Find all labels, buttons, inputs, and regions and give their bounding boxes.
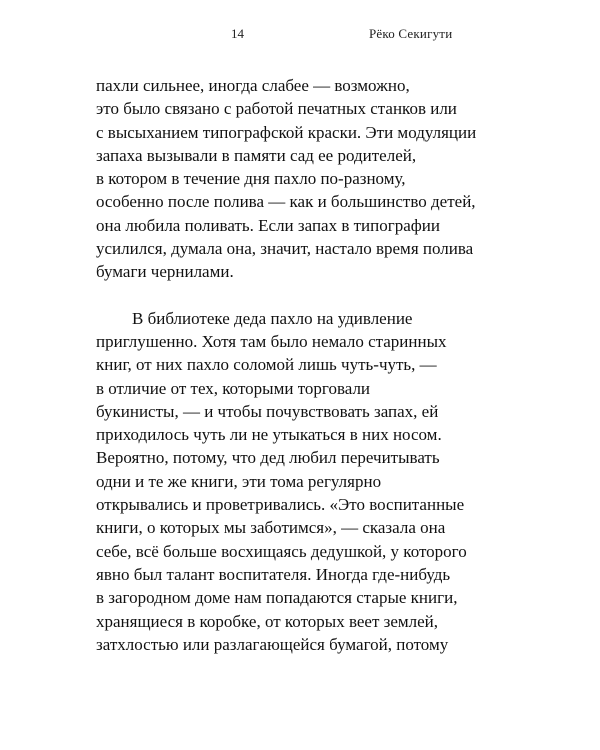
text-line: затхлостью или разлагающейся бумагой, потому <box>96 634 449 654</box>
text-line: в загородном доме нам попадаются старые книги, <box>96 588 458 608</box>
text-line: запаха вызывали в памяти сад ее родителей, <box>96 145 417 165</box>
text-line: в отличие от тех, которыми торговали <box>96 378 371 398</box>
text-line: в котором в течение дня пахло по-разному, <box>96 169 406 189</box>
paragraph <box>96 307 536 656</box>
paragraph <box>96 74 536 284</box>
text-line: приглушенно. Хотя там было немало старинных <box>96 331 447 351</box>
text-line: Вероятно, потому, что дед любил перечитывать <box>96 448 440 468</box>
text-line: одни и те же книги, эти тома регулярно <box>96 471 382 491</box>
text-line: это было связано с работой печатных станков или <box>96 99 457 119</box>
text-line: она любила поливать. Если запах в типографии <box>96 215 440 235</box>
text-line: себе, всё больше восхищаясь дедушкой, у которого <box>96 541 467 561</box>
text-line: явно был талант воспитателя. Иногда где-нибудь <box>96 564 451 584</box>
text-line: с высыханием типографской краски. Эти модуляции <box>96 122 477 142</box>
running-title: Рёко Секигути <box>369 26 453 41</box>
text-line: приходилось чуть ли не утыкаться в них носом. <box>96 425 442 445</box>
text-line: книги, о которых мы заботимся», — сказала она <box>96 518 446 538</box>
text-line: В библиотеке деда пахло на удивление <box>132 308 413 328</box>
text-line: бумаги чернилами. <box>96 262 234 282</box>
running-header <box>0 26 600 46</box>
text-line: букинисты, — и чтобы почувствовать запах, ей <box>96 401 439 421</box>
text-line: пахли сильнее, иногда слабее — возможно, <box>96 76 410 95</box>
text-line: книг, от них пахло соломой лишь чуть-чуть, — <box>96 355 437 375</box>
page-number: 14 <box>231 26 244 41</box>
body-text <box>96 74 536 656</box>
text-line: хранящиеся в коробке, от которых веет землей, <box>96 611 439 631</box>
text-line: особенно после полива — как и большинство детей, <box>96 192 476 212</box>
text-line: открывались и проветривались. «Это воспитанные <box>96 495 465 515</box>
paragraph-gap <box>96 284 536 307</box>
text-line: усилился, думала она, значит, настало время полива <box>96 239 474 259</box>
